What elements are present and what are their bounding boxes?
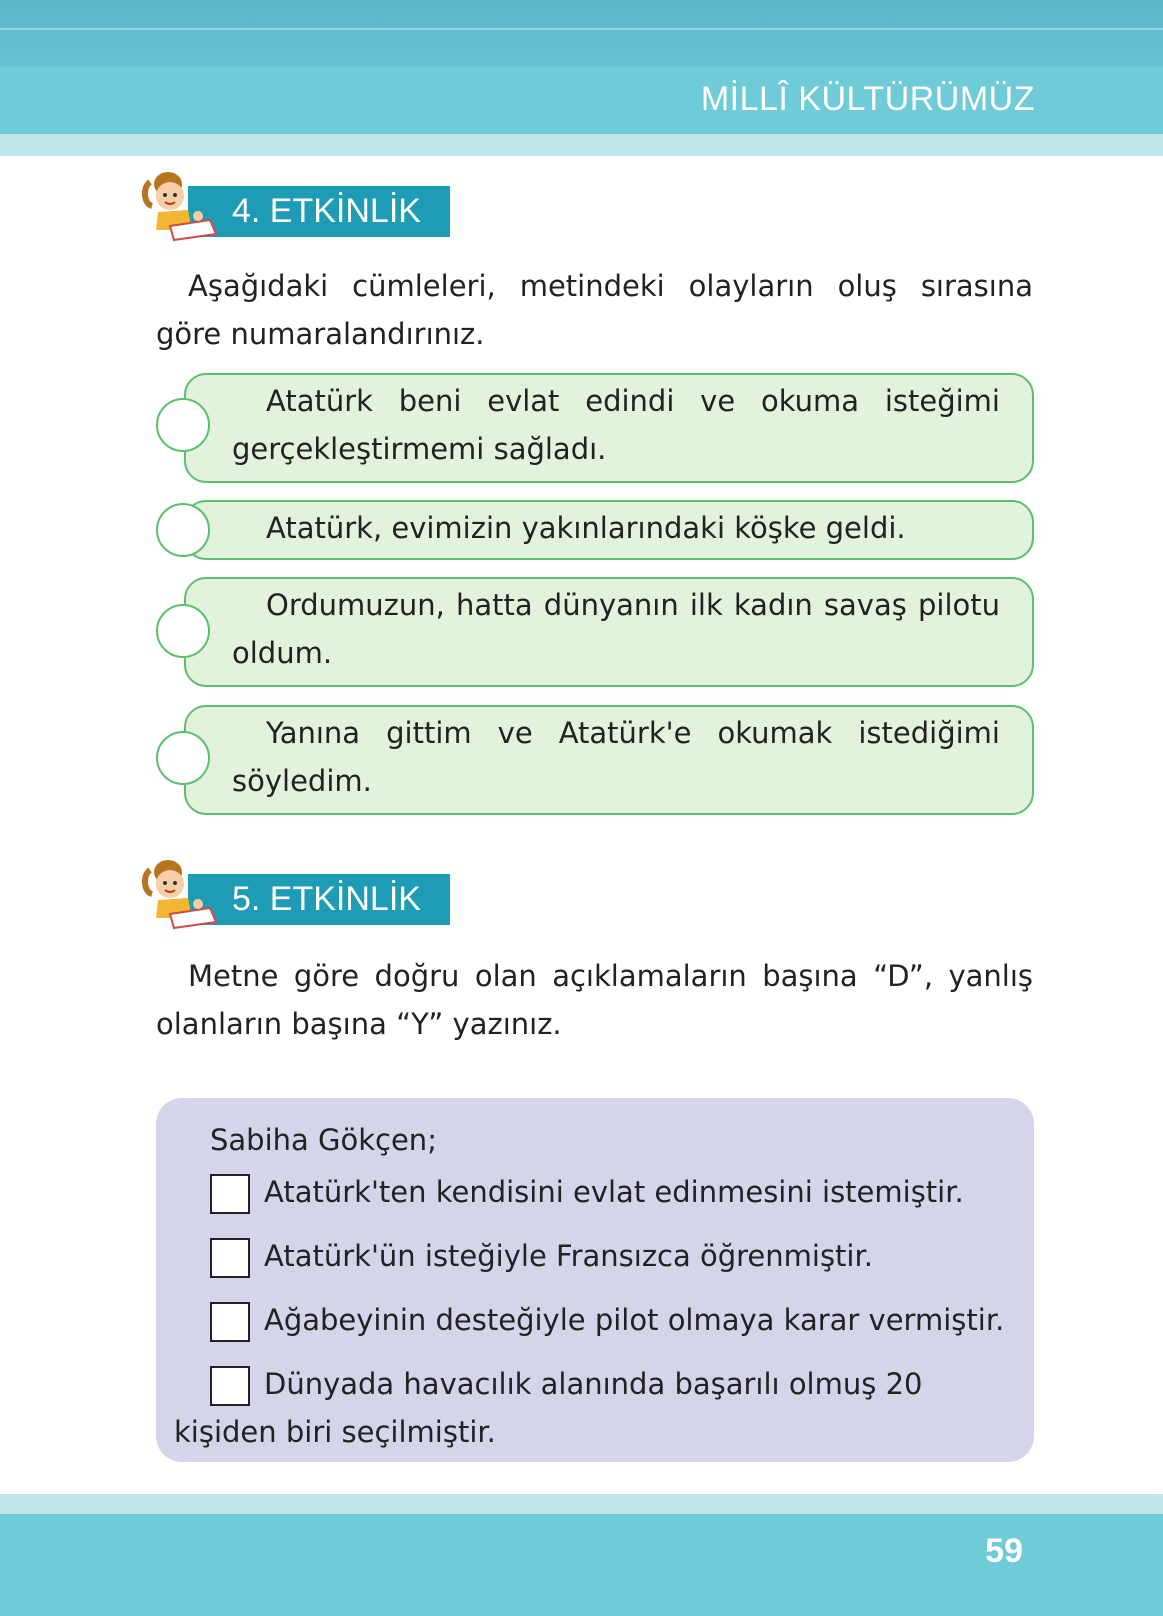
order-item-3 [184,577,1034,687]
answer-box-3[interactable] [210,1302,250,1342]
activity-4-instruction: Aşağıdaki cümleleri, metindeki olayların oluş sırasına göre numaralandırınız. [156,269,1033,351]
statement-4-text: Dünyada havacılık alanında başarılı olmuş 20 kişiden biri seçilmiştir. [174,1367,923,1449]
subject-lead: Sabiha Gökçen; [210,1123,437,1157]
girl-reading-icon [140,858,220,930]
order-number-input-2[interactable] [156,503,210,557]
answer-box-2[interactable] [210,1238,250,1278]
activity-4-label: 4. ETKİNLİK [188,186,450,237]
statement-3-text: Ağabeyinin desteğiyle pilot olmaya karar vermiştir. [264,1303,1005,1337]
order-item-4-text: Yanına gittim ve Atatürk'e okumak istediğimi söyledim. [232,716,1000,798]
answer-box-4[interactable] [210,1366,250,1406]
order-number-input-1[interactable] [156,398,210,452]
statement-1 [210,1168,964,1216]
activity-5-instruction: Metne göre doğru olan açıklamaların başına “D”, yanlış olanların başına “Y” yazınız. [156,959,1033,1041]
statement-1-text: Atatürk'ten kendisini evlat edinmesini istemiştir. [264,1175,964,1209]
header-divider [0,28,1163,30]
statement-4 [174,1360,1014,1456]
activity-5-label: 5. ETKİNLİK [188,874,450,925]
order-item-2-text: Atatürk, evimizin yakınlarındaki köşke geldi. [266,511,906,545]
order-item-4 [184,705,1034,815]
order-item-1-text: Atatürk beni evlat edindi ve okuma isteğimi gerçekleştirmemi sağladı. [232,384,1000,466]
statement-3 [210,1296,1004,1344]
header-top-band [0,0,1163,66]
answer-box-1[interactable] [210,1174,250,1214]
true-false-panel [156,1098,1034,1462]
chapter-title: MİLLÎ KÜLTÜRÜMÜZ [700,80,1035,118]
order-number-input-4[interactable] [156,731,210,785]
footer-strip [0,1494,1163,1514]
order-number-input-3[interactable] [156,604,210,658]
girl-reading-icon [140,170,220,242]
order-item-3-text: Ordumuzun, hatta dünyanın ilk kadın savaş pilotu oldum. [232,588,1000,670]
header-strip [0,134,1163,156]
order-item-2 [184,500,1034,560]
statement-2-text: Atatürk'ün isteğiyle Fransızca öğrenmiştir. [264,1239,873,1273]
order-item-1 [184,373,1034,483]
statement-2 [210,1232,873,1280]
page-number: 59 [985,1532,1023,1570]
